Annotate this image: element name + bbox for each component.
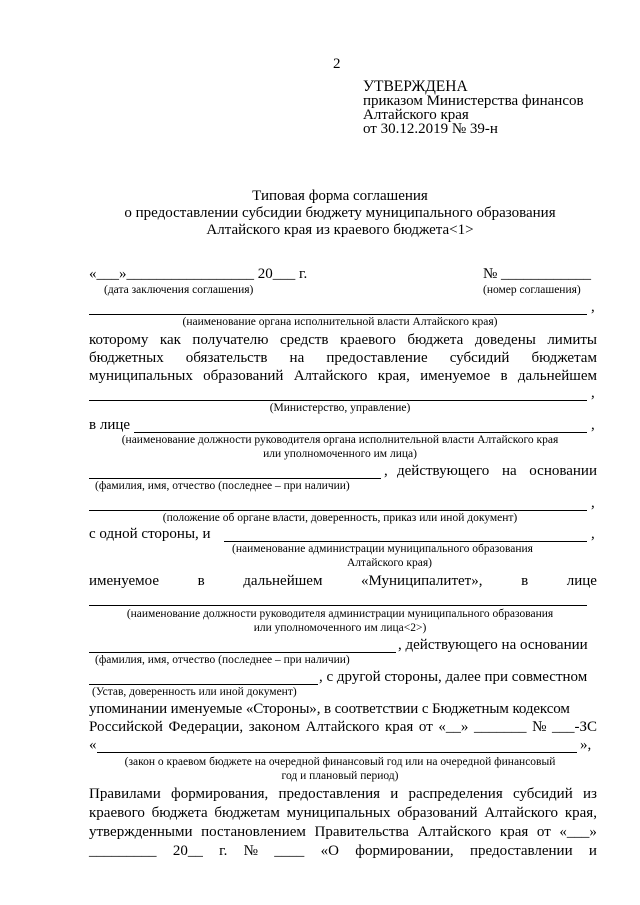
admin-head-caption-1: (наименование должности руководителя администрации муниципального образования (126, 608, 554, 620)
doc-title-line-1: Типовая форма соглашения (252, 188, 428, 204)
law-open-quote: « (89, 737, 97, 753)
admin-head-caption-2: или уполномоченного им лица<2>) (253, 622, 427, 634)
agreement-date: «___»_________________ 20___ г. (89, 266, 308, 282)
administration-line (224, 541, 587, 542)
comma: , (591, 495, 595, 511)
fio-line-2 (89, 652, 396, 653)
fio-line (89, 478, 381, 479)
agreement-number: № ____________ (483, 266, 592, 282)
law-caption-1: (закон о краевом бюджете на очередной финансовый год или на очередной финансовый (124, 756, 556, 768)
doc-title-line-3: Алтайского края из краевого бюджета<1> (206, 222, 474, 238)
date-caption: (дата заключения соглашения) (104, 284, 254, 296)
comma: , (591, 299, 595, 315)
rules-line: краевого бюджета бюджетам муниципальных образований Алтайского края, (89, 805, 597, 821)
rules-line: утвержденными постановлением Правительства Алтайского края от «___» (89, 824, 597, 840)
page-number: 2 (333, 56, 341, 72)
ministry-caption: (Министерство, управление) (269, 402, 411, 414)
fio-caption-2: (фамилия, имя, отчество (последнее – при наличии) (95, 654, 350, 666)
other-side-text: , с другой стороны, далее при совместном (319, 669, 588, 685)
head-caption-1: (наименование должности руководителя органа исполнительной власти Алтайского края (121, 434, 559, 446)
rules-line: Правилами формирования, предоставления и распределения субсидий из (89, 786, 597, 802)
approval-line-2: Алтайского края (363, 107, 469, 123)
paragraph-line: бюджетных обязательств на предоставление субсидий бюджетам (89, 350, 597, 366)
number-caption: (номер соглашения) (483, 284, 581, 296)
authority-caption: (наименование органа исполнительной власти Алтайского края) (182, 316, 498, 328)
one-side-label: с одной стороны, и (89, 526, 211, 542)
head-position-line (134, 432, 587, 433)
paragraph-line: которому как получателю средств краевого бюджета доведены лимиты (89, 332, 597, 348)
rules-line: _________ 20__ г. № ____ «О формировании, предоставлении и (89, 843, 597, 859)
in-person-label: в лице (89, 417, 131, 433)
authority-name-line (89, 314, 587, 315)
approval-line-3: от 30.12.2019 № 39-н (363, 121, 498, 137)
acting-basis-text: действующего на основании (397, 463, 597, 479)
charter-line (89, 684, 318, 685)
comma: , (591, 417, 595, 433)
fio-caption: (фамилия, имя, отчество (последнее – при наличии) (95, 480, 350, 492)
comma: , (591, 526, 595, 542)
administration-caption-1: (наименование администрации муниципального образования (232, 543, 533, 555)
acting-basis-text-2: , действующего на основании (398, 637, 588, 653)
comma: , (591, 385, 595, 401)
rf-line: Российской Федерации, законом Алтайского края от «__» _______ № ___-ЗС (89, 719, 597, 735)
approval-title: УТВЕРЖДЕНА (363, 78, 468, 95)
law-caption-2: год и плановый период) (281, 770, 399, 782)
administration-caption-2: Алтайского края) (347, 557, 432, 569)
approval-line-1: приказом Министерства финансов (363, 93, 584, 109)
comma: , (384, 463, 388, 479)
head-caption-2: или уполномоченного им лица) (263, 448, 417, 460)
municipality-line: именуемое в дальнейшем «Муниципалитет», в лице (89, 573, 597, 589)
charter-caption: (Устав, доверенность или иной документ) (92, 686, 297, 698)
ministry-line (89, 400, 587, 401)
basis-caption: (положение об органе власти, доверенность, приказ или иной документ) (162, 512, 518, 524)
paragraph-line: муниципальных образований Алтайского края, именуемое в дальнейшем (89, 368, 597, 384)
parties-line: упоминании именуемые «Стороны», в соответствии с Бюджетным кодексом (89, 701, 570, 717)
admin-head-line (89, 605, 587, 606)
law-close-quote: », (580, 737, 592, 753)
budget-law-line (97, 752, 577, 753)
basis-document-line (89, 510, 587, 511)
doc-title-line-2: о предоставлении субсидии бюджету муниципального образования (124, 205, 556, 221)
